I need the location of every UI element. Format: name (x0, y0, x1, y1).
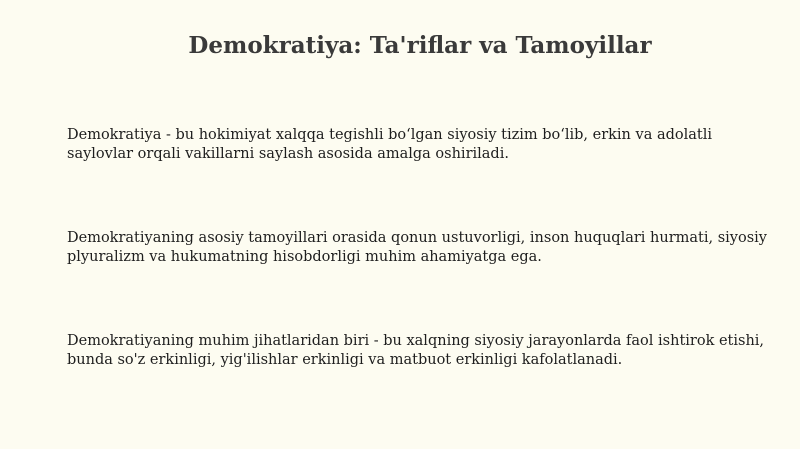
slide-title: Demokratiya: Ta'riflar va Tamoyillar (188, 32, 652, 59)
paragraph-principles: Demokratiyaning asosiy tamoyillari orasida qonun ustuvorligi, inson huquqlari hurmati, siyosiy plyuralizm va hukumatning hisobdorligi muhim ahamiyatga ega. (67, 230, 767, 265)
paragraph-participation: Demokratiyaning muhim jihatlaridan biri - bu xalqning siyosiy jarayonlarda faol ishtirok etishi, bunda so'z erkinligi, yig'ilishlar erkinligi va matbuot erkinligi kafolatlanadi. (67, 333, 765, 368)
paragraph-definition: Demokratiya - bu hokimiyat xalqqa tegishli bo‘lgan siyosiy tizim bo‘lib, erkin va adolatli saylovlar orqali vakillarni saylash asosida amalga oshiriladi. (67, 127, 712, 162)
